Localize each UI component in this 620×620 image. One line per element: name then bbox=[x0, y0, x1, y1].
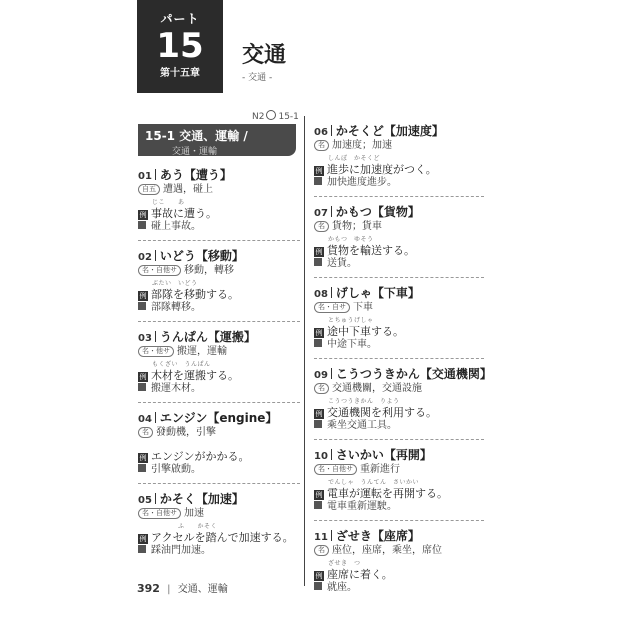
entry-translation: 搬運木材。 bbox=[151, 383, 201, 394]
part-of-speech-tag: 名・自他サ bbox=[138, 265, 181, 276]
entry-bar bbox=[155, 412, 156, 423]
entry-translation-line bbox=[138, 219, 300, 234]
vocab-entry bbox=[314, 203, 484, 271]
entry-number: 11 bbox=[314, 532, 328, 543]
example-sentence: 貨物を輸送する。 bbox=[327, 244, 415, 257]
example-icon: 例 bbox=[315, 248, 323, 256]
entry-bar bbox=[331, 287, 332, 298]
vocab-entry bbox=[138, 409, 300, 477]
entry-meaning: 交通機關，交通設施 bbox=[332, 383, 422, 394]
entry-meaning: 發動機，引擎 bbox=[156, 427, 216, 438]
entry-word: こうつうきかん【交通機関】 bbox=[335, 367, 492, 381]
entry-translation: 部隊轉移。 bbox=[151, 302, 201, 313]
example-icon: 例 bbox=[139, 535, 147, 543]
entry-head bbox=[138, 409, 300, 425]
entry-example-block bbox=[314, 234, 484, 256]
example-line bbox=[314, 323, 404, 339]
translation-icon bbox=[138, 221, 146, 229]
entry-meaning: 下車 bbox=[353, 302, 373, 313]
entry-translation-line bbox=[138, 381, 300, 396]
entry-separator bbox=[138, 402, 300, 403]
example-icon: 例 bbox=[139, 211, 147, 219]
entry-word: かそくど【加速度】 bbox=[335, 124, 444, 138]
entry-meaning: 移動，轉移 bbox=[184, 265, 234, 276]
entry-meaning-line bbox=[314, 381, 484, 396]
page-number: 392 bbox=[137, 582, 160, 595]
entry-meaning-line bbox=[314, 543, 484, 558]
part-of-speech-tag: 名・自他サ bbox=[314, 464, 357, 475]
example-furigana: じこ あ bbox=[152, 199, 185, 206]
entry-example-block bbox=[138, 359, 300, 381]
example-icon: 例 bbox=[139, 373, 147, 381]
example-line bbox=[138, 205, 217, 221]
vocab-entry bbox=[138, 490, 300, 558]
entry-meaning-line bbox=[138, 506, 300, 521]
translation-icon bbox=[314, 582, 322, 590]
entry-word: エンジン【engine】 bbox=[159, 411, 278, 425]
section-code: 15-1 bbox=[278, 112, 299, 122]
entry-translation-line bbox=[314, 418, 484, 433]
chapter-title: 交通 bbox=[242, 43, 287, 68]
example-icon: 例 bbox=[315, 410, 323, 418]
entry-meaning-line bbox=[138, 263, 300, 278]
entry-number: 06 bbox=[314, 127, 328, 138]
example-furigana: もくざい うんぱん bbox=[152, 361, 211, 368]
example-icon: 例 bbox=[315, 491, 323, 499]
example-sentence: 木材を運搬する。 bbox=[151, 369, 239, 382]
entry-example-block bbox=[314, 315, 484, 337]
entry-bar bbox=[331, 530, 332, 541]
entry-meaning-line bbox=[138, 182, 300, 197]
entry-bar bbox=[331, 449, 332, 460]
entry-number: 10 bbox=[314, 451, 328, 462]
translation-icon bbox=[138, 464, 146, 472]
section-tag bbox=[252, 110, 299, 122]
example-line bbox=[314, 161, 437, 177]
entry-example-block bbox=[314, 153, 484, 175]
example-icon: 例 bbox=[139, 454, 147, 462]
example-furigana: でんしゃ うんてん さいかい bbox=[328, 479, 420, 486]
entry-translation: 碰上事故。 bbox=[151, 221, 201, 232]
example-icon: 例 bbox=[315, 572, 323, 580]
entry-head bbox=[314, 122, 484, 138]
entry-meaning: 搬運，運輸 bbox=[177, 346, 227, 357]
example-sentence: 事故に遭う。 bbox=[151, 207, 217, 220]
entry-separator bbox=[138, 240, 300, 241]
example-sentence: 座席に着く。 bbox=[327, 568, 393, 581]
entry-meaning: 重新進行 bbox=[360, 464, 400, 475]
entry-meaning: 遭遇，碰上 bbox=[163, 184, 213, 195]
vocab-entry bbox=[138, 166, 300, 234]
entry-separator bbox=[314, 520, 484, 521]
entry-number: 01 bbox=[138, 171, 152, 182]
entry-translation: 就座。 bbox=[327, 582, 357, 593]
entry-translation-line bbox=[314, 337, 484, 352]
part-of-speech-tag: 名・自サ bbox=[314, 302, 350, 313]
entry-number: 03 bbox=[138, 333, 152, 344]
example-line bbox=[138, 448, 249, 464]
part-of-speech-tag: 名 bbox=[138, 427, 153, 438]
entry-translation: 電車重新運駛。 bbox=[327, 501, 397, 512]
entry-translation-line bbox=[314, 175, 484, 190]
entry-number: 05 bbox=[138, 495, 152, 506]
example-line bbox=[314, 485, 448, 501]
entry-translation: 送貨。 bbox=[327, 258, 357, 269]
entry-example-block bbox=[314, 558, 484, 580]
entry-head bbox=[314, 203, 484, 219]
entry-bar bbox=[331, 125, 332, 136]
translation-icon bbox=[138, 302, 146, 310]
vocab-entry bbox=[138, 247, 300, 315]
entry-bar bbox=[155, 493, 156, 504]
right-column bbox=[314, 122, 492, 595]
left-column bbox=[138, 166, 300, 558]
entry-bar bbox=[331, 206, 332, 217]
chapter-label: パート bbox=[160, 12, 200, 26]
entry-number: 04 bbox=[138, 414, 152, 425]
entry-head bbox=[138, 328, 300, 344]
entry-word: さいかい【再開】 bbox=[335, 448, 432, 462]
entry-meaning-line bbox=[314, 138, 484, 153]
entry-head bbox=[138, 166, 300, 182]
example-line bbox=[314, 566, 393, 582]
disc-icon bbox=[266, 110, 276, 120]
example-furigana: とちゅうげしゃ bbox=[328, 317, 374, 324]
entry-meaning-line bbox=[314, 300, 484, 315]
section-title: 15-1 交通、運輸 / bbox=[145, 129, 248, 143]
example-sentence: 部隊を移動する。 bbox=[151, 288, 239, 301]
vocab-entry bbox=[314, 365, 492, 433]
example-sentence: 電車が運転を再開する。 bbox=[327, 487, 448, 500]
entry-translation: 加快進度進步。 bbox=[327, 177, 397, 188]
entry-separator bbox=[314, 277, 484, 278]
entry-example-block bbox=[314, 477, 484, 499]
example-furigana: ぶたい いどう bbox=[152, 280, 198, 287]
vocab-entry bbox=[314, 446, 484, 514]
entry-meaning-line bbox=[138, 425, 300, 440]
entry-separator bbox=[138, 483, 300, 484]
entry-word: うんぱん【運搬】 bbox=[159, 330, 256, 344]
example-furigana: ざせき つ bbox=[328, 560, 361, 567]
example-line bbox=[138, 529, 294, 545]
entry-meaning-line bbox=[314, 462, 484, 477]
chapter-subtitle: 第十五章 bbox=[160, 68, 200, 79]
entry-word: かそく【加速】 bbox=[159, 492, 244, 506]
entry-bar bbox=[155, 169, 156, 180]
entry-meaning: 座位，座席，乘坐，席位 bbox=[332, 545, 442, 556]
entry-number: 07 bbox=[314, 208, 328, 219]
example-sentence: エンジンがかかる。 bbox=[151, 450, 250, 463]
entry-example-block bbox=[138, 521, 300, 543]
entry-translation-line bbox=[314, 256, 484, 271]
entry-translation: 引擎啟動。 bbox=[151, 464, 201, 475]
translation-icon bbox=[314, 501, 322, 509]
entry-word: ざせき【座席】 bbox=[335, 529, 420, 543]
entry-meaning-line bbox=[138, 344, 300, 359]
example-line bbox=[314, 242, 415, 258]
translation-icon bbox=[138, 545, 146, 553]
entry-head bbox=[138, 247, 300, 263]
entry-separator bbox=[314, 196, 484, 197]
example-furigana: かもつ ゆそう bbox=[328, 236, 374, 243]
part-of-speech-tag: 名・他サ bbox=[138, 346, 174, 357]
entry-example-block bbox=[138, 278, 300, 300]
example-icon: 例 bbox=[315, 167, 323, 175]
entry-translation-line bbox=[314, 580, 484, 595]
part-of-speech-tag: 名 bbox=[314, 383, 329, 394]
entry-bar bbox=[155, 250, 156, 261]
example-icon: 例 bbox=[315, 329, 323, 337]
entry-translation: 踩油門加速。 bbox=[151, 545, 211, 556]
entry-example-block bbox=[314, 396, 484, 418]
chapter-number: 15 bbox=[156, 26, 204, 66]
example-furigana: しんぽ かそくど bbox=[328, 155, 381, 162]
vocab-entry bbox=[138, 328, 300, 396]
example-sentence: 進歩に加速度がつく。 bbox=[327, 163, 437, 176]
entry-translation-line bbox=[138, 543, 300, 558]
column-divider bbox=[304, 116, 305, 586]
part-of-speech-tag: 名 bbox=[314, 545, 329, 556]
entry-bar bbox=[331, 368, 332, 379]
part-of-speech-tag: 名 bbox=[314, 140, 329, 151]
part-of-speech-tag: 自五 bbox=[138, 184, 160, 195]
example-line bbox=[314, 404, 437, 420]
entry-separator bbox=[314, 358, 484, 359]
example-furigana: ふ かそく bbox=[152, 523, 218, 530]
entry-bar bbox=[155, 331, 156, 342]
footer-text: 交通、運輸 bbox=[177, 584, 228, 595]
entry-translation: 中途下車。 bbox=[327, 339, 377, 350]
example-furigana: こうつうきかん りよう bbox=[328, 398, 400, 405]
entry-word: げしゃ【下車】 bbox=[335, 286, 420, 300]
vocab-entry bbox=[314, 527, 484, 595]
entry-word: あう【遭う】 bbox=[159, 168, 232, 182]
entry-translation-line bbox=[138, 462, 300, 477]
chapter-title-ruby: - 交通 - bbox=[242, 73, 273, 83]
example-icon: 例 bbox=[139, 292, 147, 300]
example-line bbox=[138, 286, 239, 302]
translation-icon bbox=[314, 177, 322, 185]
example-sentence: 途中下車する。 bbox=[327, 325, 404, 338]
entry-head bbox=[314, 284, 484, 300]
entry-separator bbox=[314, 439, 484, 440]
entry-meaning-line bbox=[314, 219, 484, 234]
example-sentence: 交通機関を利用する。 bbox=[327, 406, 437, 419]
part-of-speech-tag: 名 bbox=[314, 221, 329, 232]
entry-translation-line bbox=[314, 499, 484, 514]
entry-translation: 乘坐交通工具。 bbox=[327, 420, 397, 431]
entry-separator bbox=[138, 321, 300, 322]
vocab-entry bbox=[314, 284, 484, 352]
entry-head bbox=[314, 446, 484, 462]
vocab-entry bbox=[314, 122, 484, 190]
section-header bbox=[138, 124, 296, 156]
entry-number: 02 bbox=[138, 252, 152, 263]
entry-translation-line bbox=[138, 300, 300, 315]
entry-head bbox=[314, 527, 484, 543]
entry-number: 08 bbox=[314, 289, 328, 300]
entry-example-block bbox=[138, 197, 300, 219]
chapter-badge bbox=[137, 0, 223, 93]
entry-word: いどう【移動】 bbox=[159, 249, 244, 263]
entry-head bbox=[314, 365, 492, 381]
translation-icon bbox=[314, 420, 322, 428]
entry-word: かもつ【貨物】 bbox=[335, 205, 420, 219]
example-line bbox=[138, 367, 239, 383]
translation-icon bbox=[314, 258, 322, 266]
entry-head bbox=[138, 490, 300, 506]
entry-meaning: 加速度；加速 bbox=[332, 140, 392, 151]
entry-meaning: 貨物；貨車 bbox=[332, 221, 382, 232]
footer-divider: | bbox=[167, 584, 171, 595]
entry-example-block bbox=[138, 440, 300, 462]
example-sentence: アクセルを踏んで加速する。 bbox=[151, 531, 294, 544]
entry-meaning: 加速 bbox=[184, 508, 204, 519]
part-of-speech-tag: 名・自他サ bbox=[138, 508, 181, 519]
translation-icon bbox=[138, 383, 146, 391]
section-level: N2 bbox=[252, 112, 265, 122]
entry-number: 09 bbox=[314, 370, 328, 381]
section-subtitle: 交通・運輸 bbox=[172, 147, 218, 157]
page-footer bbox=[137, 580, 228, 595]
translation-icon bbox=[314, 339, 322, 347]
